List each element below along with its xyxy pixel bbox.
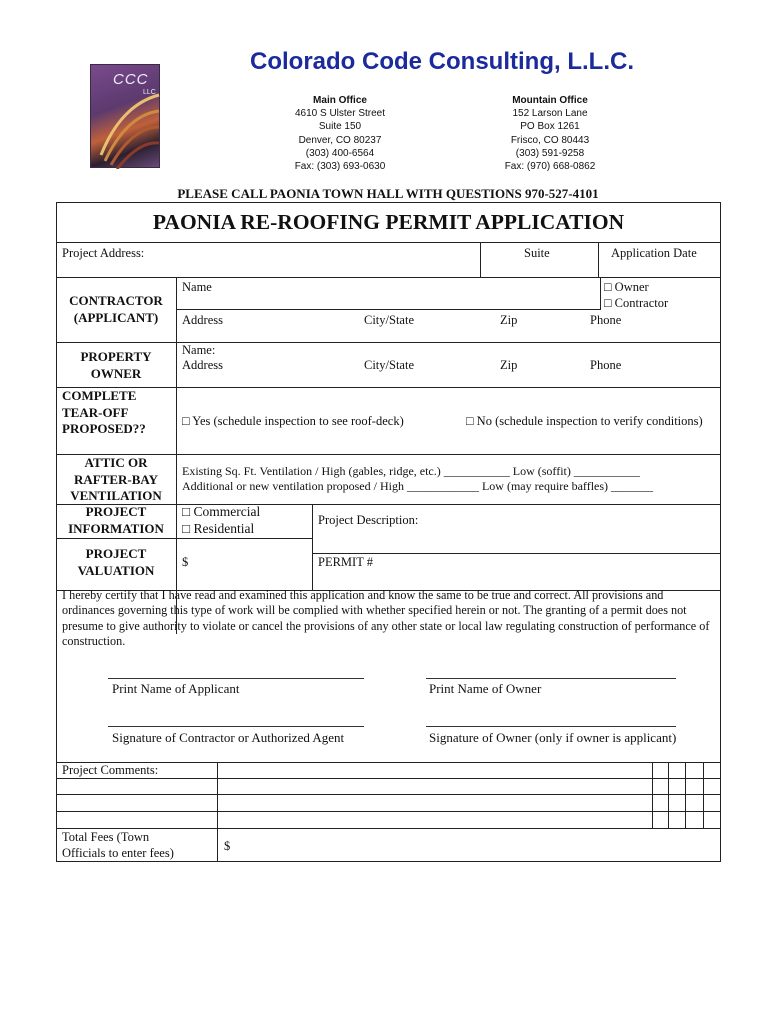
project-info-label: PROJECT INFORMATION — [68, 504, 164, 536]
total-fees-label-1: Total Fees (Town — [62, 830, 150, 844]
project-description-field[interactable]: Project Description: — [318, 513, 419, 527]
contractor-zip-field[interactable]: Zip — [500, 313, 518, 327]
total-fees-field[interactable]: $ — [224, 839, 231, 853]
sign-contractor-label: Signature of Contractor or Authorized Agent — [112, 730, 345, 745]
form-title: PAONIA RE-ROOFING PERMIT APPLICATION — [152, 210, 625, 234]
contractor-city-field[interactable]: City/State — [364, 313, 414, 327]
main-office-line: (303) 400-6564 — [305, 147, 375, 159]
application-date-field[interactable]: Application Date — [611, 246, 697, 260]
company-logo — [90, 64, 160, 168]
mountain-office-line: Fax: (970) 668-0862 — [504, 161, 596, 173]
tear-off-label: COMPLETE TEAR-OFF PROPOSED?? — [62, 388, 146, 436]
contractor-phone-field[interactable]: Phone — [590, 313, 622, 327]
total-fees-label-2: Officials to enter fees) — [62, 846, 174, 860]
contractor-checkbox[interactable]: □ Contractor — [604, 296, 669, 310]
logo-mark: CCC — [113, 71, 149, 88]
ventilation-existing-line[interactable]: Existing Sq. Ft. Ventilation / High (gables, ridge, etc.) ___________ Low (soffit) ___________ — [182, 464, 640, 478]
main-office-line: Suite 150 — [318, 121, 362, 133]
call-line: PLEASE CALL PAONIA TOWN HALL WITH QUESTIONS 970-527-4101 — [177, 186, 599, 201]
logo-sub: LLC — [143, 89, 156, 96]
mountain-office-line: 152 Larson Lane — [512, 108, 588, 120]
commercial-checkbox[interactable]: □ Commercial — [182, 504, 261, 519]
ventilation-proposed-line[interactable]: Additional or new ventilation proposed / High ____________ Low (may require baffles) _______ — [182, 479, 654, 493]
owner-address-field[interactable]: Address — [182, 358, 223, 372]
project-comments-label: Project Comments: — [62, 763, 159, 777]
main-office-line: Fax: (303) 693-0630 — [294, 161, 386, 173]
applicant-print-line[interactable] — [108, 678, 364, 679]
owner-phone-field[interactable]: Phone — [590, 358, 622, 372]
valuation-label: PROJECT VALUATION — [77, 546, 155, 578]
owner-zip-field[interactable]: Zip — [500, 358, 518, 372]
residential-checkbox[interactable]: □ Residential — [182, 521, 255, 536]
form-border-bottom — [56, 861, 721, 862]
form-border-top — [56, 202, 721, 203]
contractor-label: CONTRACTOR (APPLICANT) — [69, 293, 163, 325]
permit-form — [56, 202, 721, 862]
main-office-heading: Main Office — [313, 95, 367, 106]
owner-print-line[interactable] — [426, 678, 676, 679]
mountain-office-line: Frisco, CO 80443 — [510, 134, 590, 146]
mountain-office-line: (303) 591-9258 — [515, 147, 585, 159]
ventilation-label: ATTIC OR RAFTER-BAY VENTILATION — [70, 455, 162, 503]
valuation-field[interactable]: $ — [182, 555, 189, 569]
suite-field[interactable]: Suite — [524, 246, 550, 260]
contractor-address-field[interactable]: Address — [182, 313, 223, 327]
main-office — [250, 94, 430, 173]
project-address-field[interactable]: Project Address: — [62, 246, 145, 260]
permit-number-field[interactable]: PERMIT # — [318, 555, 373, 569]
certification-text: I hereby certify that I have read and examined this application and know the same to be true and correct. All provisions and ordinances governing this type of work will be complied with whether specified herein or not. The granting of a permit does not presume to give authority to violate or cancel the provisions of any other state or local law regulating construction of performance of construction. — [62, 588, 710, 648]
form-border-right — [720, 202, 721, 862]
mountain-office-line: PO Box 1261 — [520, 121, 580, 133]
mountain-office-heading: Mountain Office — [512, 95, 588, 106]
main-office-line: 4610 S Ulster Street — [294, 108, 386, 120]
contractor-signature-line[interactable] — [108, 726, 364, 727]
company-name: Colorado Code Consulting, L.L.C. — [250, 48, 634, 75]
print-owner-label: Print Name of Owner — [429, 681, 542, 696]
owner-name-field[interactable]: Name: — [182, 343, 216, 357]
sign-owner-label: Signature of Owner (only if owner is applicant) — [429, 730, 677, 745]
tear-off-yes-option[interactable]: □ Yes (schedule inspection to see roof-deck) — [182, 414, 404, 428]
print-applicant-label: Print Name of Applicant — [112, 681, 240, 696]
owner-checkbox[interactable]: □ Owner — [604, 280, 649, 294]
tear-off-no-option[interactable]: □ No (schedule inspection to verify conditions) — [466, 414, 703, 428]
owner-city-field[interactable]: City/State — [364, 358, 414, 372]
property-owner-label: PROPERTY OWNER — [80, 349, 152, 381]
main-office-line: Denver, CO 80237 — [298, 134, 382, 146]
owner-signature-line[interactable] — [426, 726, 676, 727]
mountain-office — [460, 94, 640, 173]
contractor-name-field[interactable]: Name — [182, 280, 212, 294]
